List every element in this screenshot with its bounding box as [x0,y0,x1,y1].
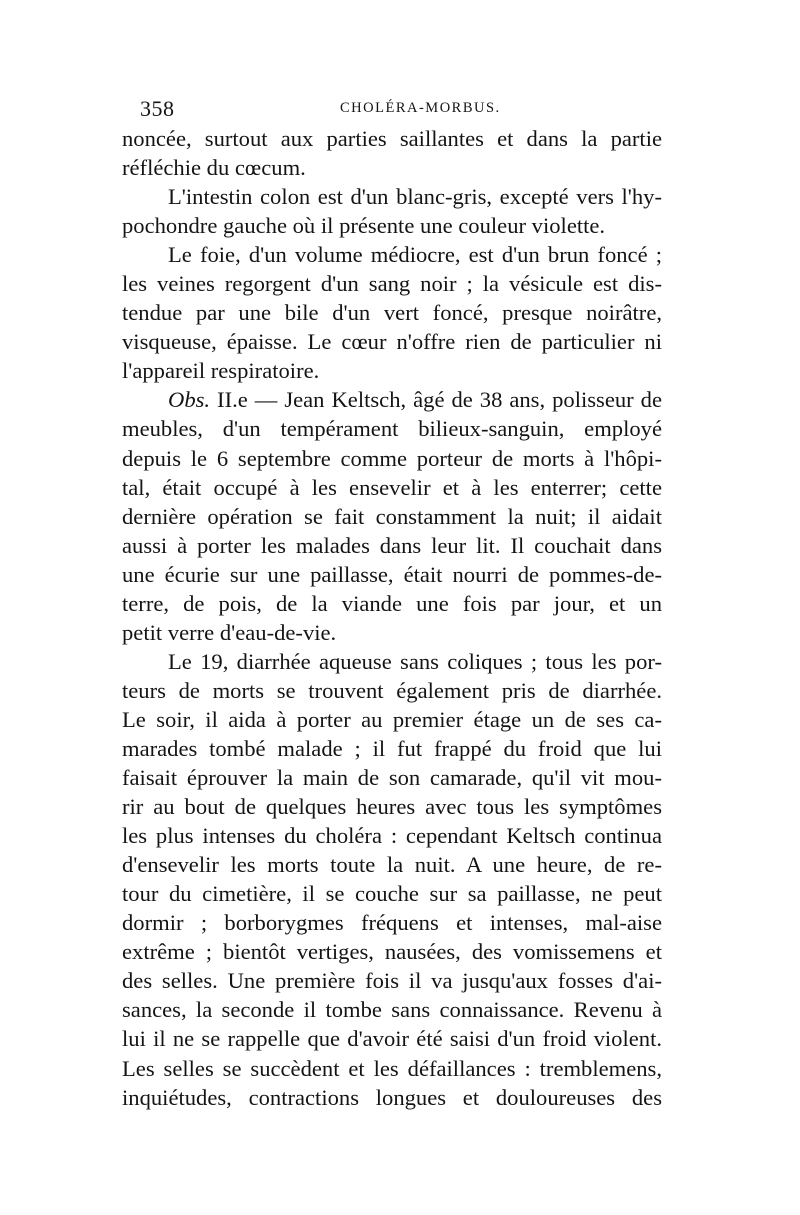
text-line: Le soir, il aida à porter au premier étage un de ses ca- [122,706,662,732]
text-line: des selles. Une première fois il va jusqu'aux fosses d'ai- [122,968,662,994]
text-line: Le foie, d'un volume médiocre, est d'un brun foncé ; [168,242,662,268]
text-line: terre, de pois, de la viande une fois par jour, et un [122,590,662,616]
page-number: 358 [140,96,175,121]
text-line: dernière opération se fait constamment la nuit; il aidait [122,503,662,529]
text-line: une écurie sur une paillasse, était nourri de pommes-de- [122,561,662,587]
obs-heading-line: Obs. II.e — Jean Keltsch, âgé de 38 ans, polisseur de [168,387,662,413]
obs-label: Obs. [168,387,211,413]
text-line: Les selles se succèdent et les défaillances : tremblemens, [122,1055,662,1081]
text-line: noncée, surtout aux parties saillantes et dans la partie [122,126,662,151]
text-line: L'intestin colon est d'un blanc-gris, excepté vers l'hy- [168,184,662,210]
text-line: inquiétudes, contractions longues et douloureuses des [122,1084,662,1110]
text-line: tal, était occupé à les ensevelir et à les enterrer; cette [122,474,662,500]
text-line: d'ensevelir les morts toute la nuit. A une heure, de re- [122,852,662,878]
text-line: meubles, d'un tempérament bilieux-sanguin, employé [122,416,662,442]
text-line: visqueuse, épaisse. Le cœur n'offre rien de particulier ni [122,329,662,355]
text-line: aussi à porter les malades dans leur lit. Il couchait dans [122,532,662,558]
text-line: lui il ne se rappelle que d'avoir été saisi d'un froid violent. [122,1026,662,1052]
text-line: les veines regorgent d'un sang noir ; la vésicule est dis- [122,271,662,297]
running-title: CHOLÉRA-MORBUS. [340,100,501,116]
text-line: pochondre gauche où il présente une couleur violette. [122,213,606,239]
text-line: petit verre d'eau-de-vie. [122,619,337,645]
text-line: tendue par une bile d'un vert foncé, presque noirâtre, [122,300,662,326]
text-line: Le 19, diarrhée aqueuse sans coliques ; tous les por- [168,648,662,674]
text-line: rir au bout de quelques heures avec tous les symptômes [122,794,662,820]
text-line: sances, la seconde il tombe sans connaissance. Revenu à [122,997,662,1023]
text-line: réfléchie du cœcum. [122,155,306,181]
text-line: marades tombé malade ; il fut frappé du froid que lui [122,735,662,761]
text-line: l'appareil respiratoire. [122,358,320,384]
text-line: les plus intenses du choléra : cependant Keltsch continua [122,823,662,849]
text-line: faisait éprouver la main de son camarade, qu'il vit mou- [122,765,662,791]
text-line: dormir ; borborygmes fréquens et intenses, mal-aise [122,910,662,936]
text-line: teurs de morts se trouvent également pris de diarrhée. [122,677,662,703]
text-line: tour du cimetière, il se couche sur sa paillasse, ne peut [122,881,662,907]
page-header [140,96,660,126]
text-line: depuis le 6 septembre comme porteur de morts à l'hôpi- [122,445,662,471]
text-line: extrême ; bientôt vertiges, nausées, des vomissemens et [122,939,662,965]
body-text [122,124,662,1112]
